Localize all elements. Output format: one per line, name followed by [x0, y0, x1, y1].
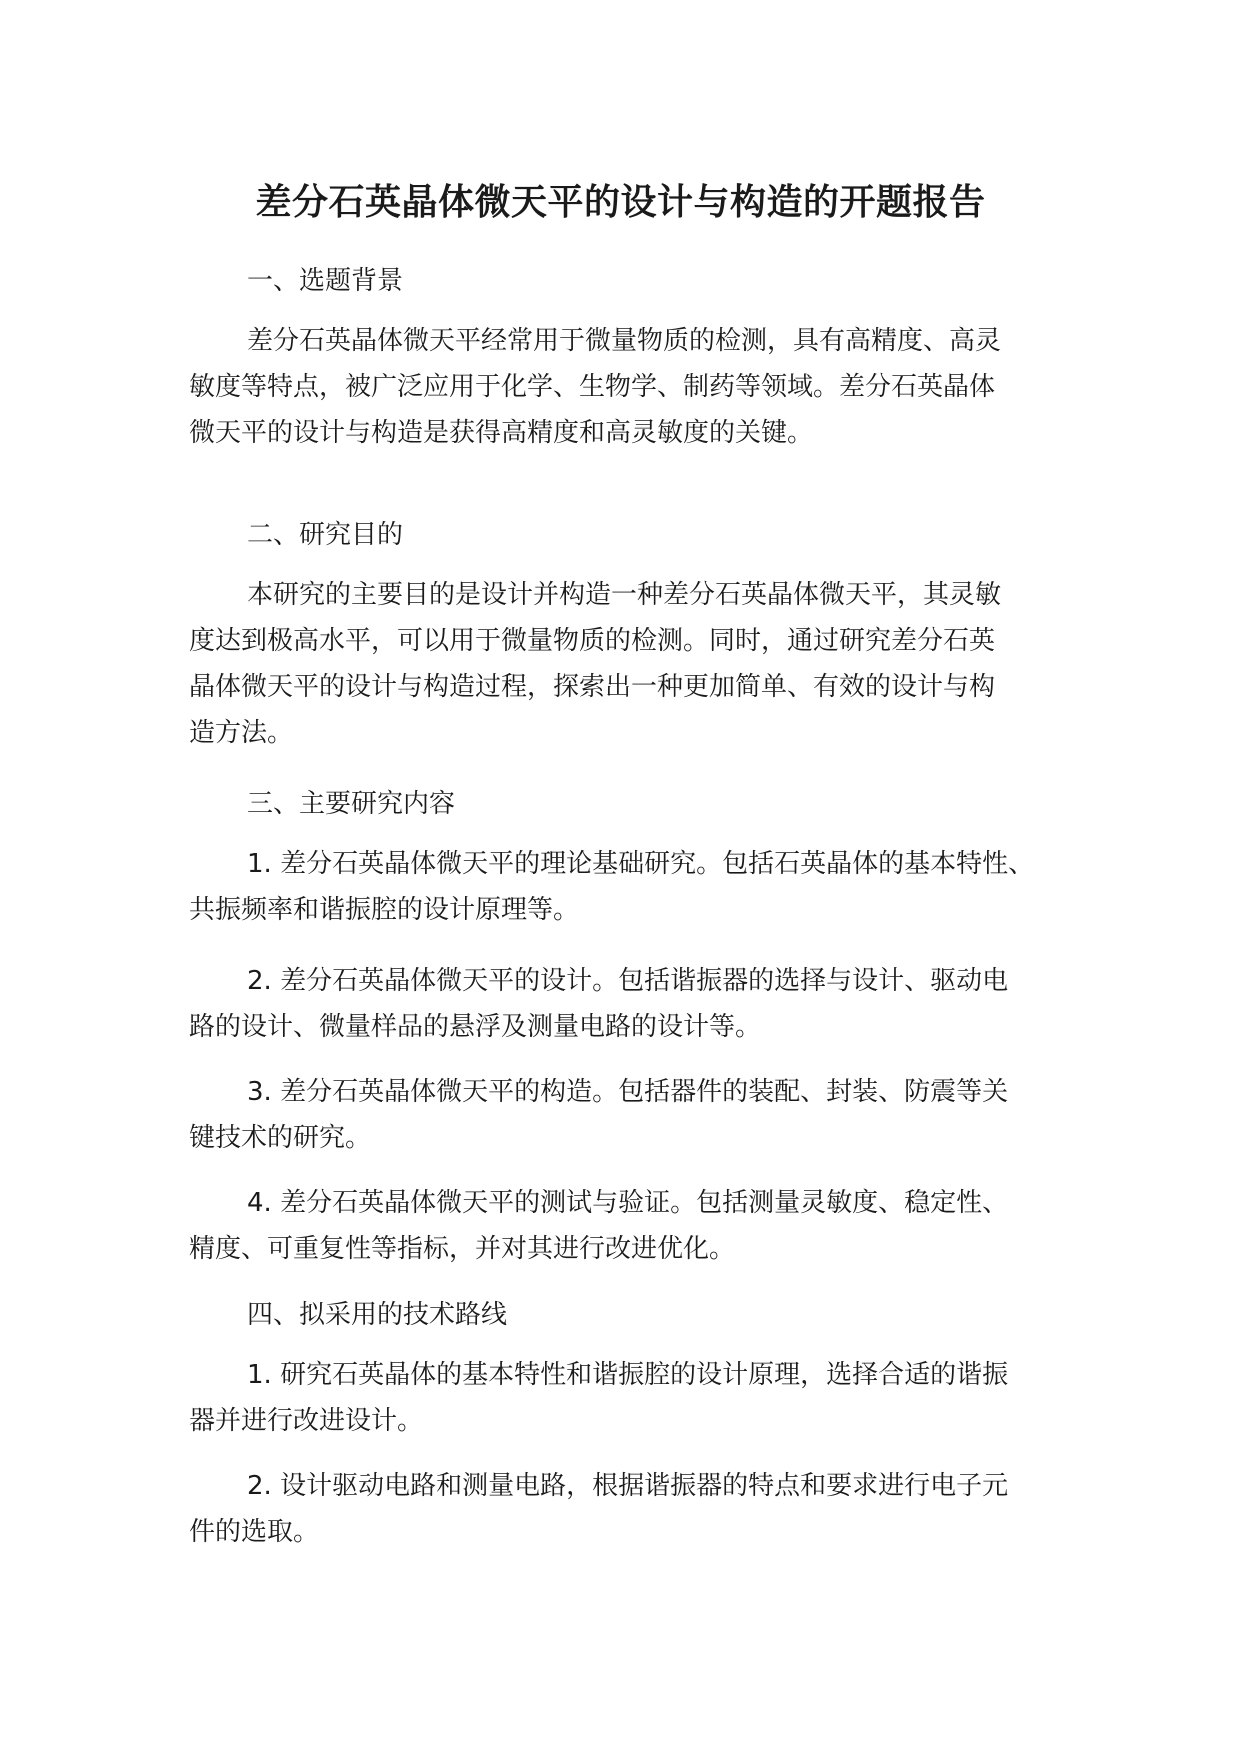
- paragraph-line: 差分石英晶体微天平经常用于微量物质的检测，具有高精度、高灵: [247, 326, 1002, 356]
- list-item-content-1: [189, 841, 1069, 933]
- paragraph-line: 本研究的主要目的是设计并构造一种差分石英晶体微天平，其灵敏: [247, 580, 1002, 610]
- list-item-route-2: [189, 1463, 1069, 1555]
- paragraph-line: 共振频率和谐振腔的设计原理等。: [189, 895, 580, 925]
- section-heading-objective: 二、研究目的: [247, 520, 404, 550]
- paragraph-line: 精度、可重复性等指标，并对其进行改进优化。: [189, 1234, 736, 1264]
- list-item-content-4: [189, 1180, 1069, 1272]
- paragraph-line: 2. 设计驱动电路和测量电路，根据谐振器的特点和要求进行电子元: [247, 1471, 1009, 1501]
- list-item-content-2: [189, 958, 1069, 1050]
- paragraph-line: 敏度等特点，被广泛应用于化学、生物学、制药等领域。差分石英晶体: [189, 372, 996, 402]
- paragraph-objective: [189, 572, 1069, 756]
- paragraph-line: 晶体微天平的设计与构造过程，探索出一种更加简单、有效的设计与构: [189, 672, 996, 702]
- paragraph-line: 1. 研究石英晶体的基本特性和谐振腔的设计原理，选择合适的谐振: [247, 1360, 1009, 1390]
- document-title: 差分石英晶体微天平的设计与构造的开题报告: [255, 182, 986, 223]
- paragraph-line: 路的设计、微量样品的悬浮及测量电路的设计等。: [189, 1012, 762, 1042]
- paragraph-line: 4. 差分石英晶体微天平的测试与验证。包括测量灵敏度、稳定性、: [247, 1188, 1009, 1218]
- paragraph-line: 度达到极高水平，可以用于微量物质的检测。同时，通过研究差分石英: [189, 626, 996, 656]
- paragraph-line: 2. 差分石英晶体微天平的设计。包括谐振器的选择与设计、驱动电: [247, 966, 1009, 996]
- section-heading-background: 一、选题背景: [247, 266, 404, 296]
- paragraph-line: 微天平的设计与构造是获得高精度和高灵敏度的关键。: [189, 418, 814, 448]
- section-heading-content: 三、主要研究内容: [247, 789, 456, 819]
- paragraph-background: [189, 318, 1069, 456]
- paragraph-line: 键技术的研究。: [189, 1123, 372, 1153]
- paragraph-line: 件的选取。: [189, 1517, 320, 1547]
- paragraph-line: 1. 差分石英晶体微天平的理论基础研究。包括石英晶体的基本特性、: [247, 849, 1035, 879]
- paragraph-line: 3. 差分石英晶体微天平的构造。包括器件的装配、封装、防震等关: [247, 1077, 1009, 1107]
- section-heading-technical-route: 四、拟采用的技术路线: [247, 1300, 508, 1330]
- paragraph-line: 器并进行改进设计。: [189, 1406, 424, 1436]
- list-item-content-3: [189, 1069, 1069, 1161]
- list-item-route-1: [189, 1352, 1069, 1444]
- paragraph-line: 造方法。: [189, 718, 294, 748]
